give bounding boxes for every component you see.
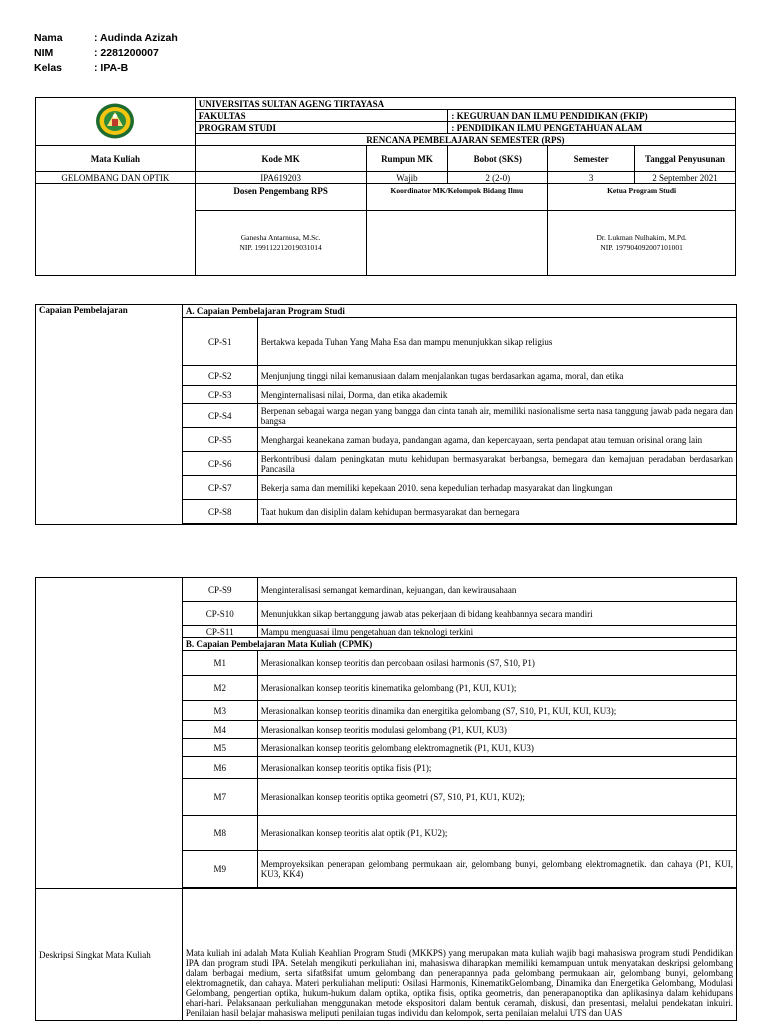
cp-page1-end — [182, 524, 736, 525]
faculty-value: : KEGURUAN DAN ILMU PENDIDIKAN (FKIP) — [448, 110, 736, 122]
university-logo-cell — [36, 98, 196, 146]
cp-text: Berpenan sebagai warga negan yang bangga dan cinta tanah air, memiliki nasionalisme serta nasa tanggung jawab pada negara dan bangsa — [257, 404, 736, 428]
val-tanggal: 2 September 2021 — [635, 172, 736, 184]
student-identity — [34, 31, 178, 76]
deskripsi-text: Mata kuliah ini adalah Mata Kuliah Keahlian Program Studi (MKKPS) yang merupakan mata kuliah wajib bagi mahasiswa program studi Pendidikan IPA dan program studi IPA. Setelah mengikuti perkuliahan ini, mahasiswa diharapkan memiliki kemampuan untuk menyatakan deskripsi gelombang dalam berbagai medium, serta sifat8sifat umum gelombang dan penerapannya pada gelombang permukaan air, gelombang bunyi, gelombang elektromagnetik, dan cahaya. Materi perkuliahan meliputi: Osilasi Harmonis, KinematikGelombang, Dinamika dan Energetika Gelombang, Modulasi Gelombang, pengertian optika, hukum-hukum dalam optika, optika fisis, optika geometris, dan penerapanoptika dan aplikasinya dalam kehidupans ehari-hari. Pelaksanaan perkuliahan menggunakan metode ekspositori dalam bentuk ceramah, diskusi, dan presentasi, melalui pendekatan inkuiri. Penilaian hasil belajar mahasiswa meliputi penilaian tugas individu dan kelompok, serta penilaian melalui UTS dan UAS — [182, 889, 736, 1021]
cpmk-text: Merasionalkan konsep teoritis optika fisis (P1); — [257, 757, 736, 779]
val-mata-kuliah: GELOMBANG DAN OPTIK — [36, 172, 196, 184]
capaian-continued-blank — [36, 578, 183, 889]
cp-code: CP-S1 — [182, 318, 257, 366]
cp-text: Menghargai keanekana zaman budaya, pandangan agama, dan kepercayaan, serta pendapat atau temuan orisinal orang lain — [257, 428, 736, 452]
col-mata-kuliah: Mata Kuliah — [36, 146, 196, 172]
capaian-label: Capaian Pembelajaran — [36, 305, 183, 525]
cpmk-code: M5 — [182, 739, 257, 757]
cpmk-text: Merasionalkan konsep teoritis gelombang elektromagnetik (P1, KU1, KU3) — [257, 739, 736, 757]
capaian-table-page1 — [35, 304, 737, 525]
cp-code: CP-S5 — [182, 428, 257, 452]
cp-code: CP-S8 — [182, 500, 257, 524]
col-tanggal: Tanggal Penyusunan — [635, 146, 736, 172]
val-kode-mk: IPA619203 — [195, 172, 366, 184]
cpmk-code: M8 — [182, 816, 257, 851]
cp-text: Menunjukkan sikap bertanggung jawab atas pekerjaan di bidang keahbannya secara mandiri — [257, 602, 736, 626]
cp-code: CP-S11 — [182, 626, 257, 638]
koordinator-signature — [366, 211, 548, 276]
ketua-signature — [548, 211, 736, 276]
cpmk-text: Memproyeksikan penerapan gelombang permukaan air, gelombang bunyi, gelombang elektromagnetik. dan cahaya (P1, KUI, KU3, KK4) — [257, 851, 736, 888]
cp-text: Menginternalisasi nilai, Dorma, dan etika akademik — [257, 386, 736, 404]
val-bobot: 2 (2-0) — [448, 172, 548, 184]
cp-code: CP-S6 — [182, 452, 257, 476]
capaian-table-page2 — [35, 577, 737, 1021]
cp-code: CP-S3 — [182, 386, 257, 404]
cpmk-text: Merasionalkan konsep teoritis alat optik (P1, KU2); — [257, 816, 736, 851]
identity-value: : Audinda Azizah — [94, 32, 178, 44]
cp-code: CP-S2 — [182, 366, 257, 386]
identity-value: : 2281200007 — [94, 47, 159, 59]
cp-code: CP-S7 — [182, 476, 257, 500]
identity-row-name — [34, 31, 178, 46]
identity-key: Kelas — [34, 62, 63, 74]
cp-code: CP-S9 — [182, 578, 257, 602]
ketua-name: Dr. Lukman Nulhakim, M.Pd. — [596, 233, 687, 242]
cpmk-code: M7 — [182, 779, 257, 816]
section-b-title: B. Capaian Pembelajaran Mata Kuliah (CPMK) — [182, 638, 736, 651]
dosen-label: Dosen Pengembang RPS — [195, 184, 366, 211]
cpmk-text: Merasionalkan konsep teoritis optika geometri (S7, S10, P1, KU1, KU2); — [257, 779, 736, 816]
program-label: PROGRAM STUDI — [195, 122, 448, 134]
koordinator-label: Koordinator MK/Kelompok Bidang Ilmu — [366, 184, 548, 211]
section-a-title: A. Capaian Pembelajaran Program Studi — [182, 305, 736, 318]
cp-text: Menginteralisasi semangat kemardinan, kejuangan, dan kewirausahaan — [257, 578, 736, 602]
rps-title: RENCANA PEMBELAJARAN SEMESTER (RPS) — [195, 134, 735, 146]
university-logo-icon — [93, 101, 137, 141]
cp-code: CP-S10 — [182, 602, 257, 626]
cp-text: Bekerja sama dan memiliki kepekaan 2010. sena kepedulian terhadap masyarakat dan lingkungan — [257, 476, 736, 500]
cpmk-code: M6 — [182, 757, 257, 779]
cpmk-code: M1 — [182, 651, 257, 676]
val-rumpun-mk: Wajib — [366, 172, 448, 184]
blank-signature-cell — [36, 184, 196, 276]
faculty-label: FAKULTAS — [195, 110, 448, 122]
col-rumpun-mk: Rumpun MK — [366, 146, 448, 172]
ketua-label: Ketua Program Studi — [548, 184, 736, 211]
cpmk-text: Merasionalkan konsep teoritis dinamika dan energitika gelombang (S7, S10, P1, KUI, KUI, KU3); — [257, 701, 736, 721]
dosen-signature — [195, 211, 366, 276]
cp-text: Menjunjung tinggi nilai kemanusiaan dalam menjalankan tugas berdasarkan agama, moral, dan etika — [257, 366, 736, 386]
col-semester: Semester — [548, 146, 635, 172]
cpmk-code: M9 — [182, 851, 257, 888]
deskripsi-label: Deskripsi Singkat Mata Kuliah — [36, 889, 183, 1021]
cp-text: Bertakwa kepada Tuhan Yang Maha Esa dan mampu menunjukkan sikap religius — [257, 318, 736, 366]
identity-value: : IPA-B — [94, 62, 129, 74]
cp-text: Mampu menguasai ilmu pengetahuan dan teknologi terkini — [257, 626, 736, 638]
col-bobot: Bobot (SKS) — [448, 146, 548, 172]
cpmk-code: M3 — [182, 701, 257, 721]
identity-row-kelas — [34, 61, 178, 76]
cp-text: Taat hukum dan disiplin dalam kehidupan bermasyarakat dan bernegara — [257, 500, 736, 524]
cpmk-text: Merasionalkan konsep teoritis modulasi gelombang (P1, KUI, KU3) — [257, 721, 736, 739]
cpmk-code: M2 — [182, 676, 257, 701]
val-semester: 3 — [548, 172, 635, 184]
dosen-name: Ganesha Antarnusa, M.Sc. — [240, 233, 321, 242]
col-kode-mk: Kode MK — [195, 146, 366, 172]
identity-row-nim — [34, 46, 178, 61]
identity-key: NIM — [34, 47, 54, 59]
program-value: : PENDIDIKAN ILMU PENGETAHUAN ALAM — [448, 122, 736, 134]
cpmk-text: Merasionalkan konsep teoritis dan percobaan osilasi harmonis (S7, S10, P1) — [257, 651, 736, 676]
identity-key: Nama — [34, 32, 63, 44]
cp-text: Berkontribusi dalam peningkatan mutu kehidupan bermasyarakat berbangsa, bemegara dan kemajuan peradaban berdasarkan Pancasila — [257, 452, 736, 476]
cp-code: CP-S4 — [182, 404, 257, 428]
dosen-nip: NIP. 199112212019031014 — [239, 243, 322, 252]
ketua-nip: NIP. 197904092007101001 — [600, 243, 683, 252]
university-name: UNIVERSITAS SULTAN AGENG TIRTAYASA — [195, 98, 735, 110]
cpmk-code: M4 — [182, 721, 257, 739]
cpmk-text: Merasionalkan konsep teoritis kinematika gelombang (P1, KUI, KU1); — [257, 676, 736, 701]
rps-header-table — [35, 97, 736, 276]
